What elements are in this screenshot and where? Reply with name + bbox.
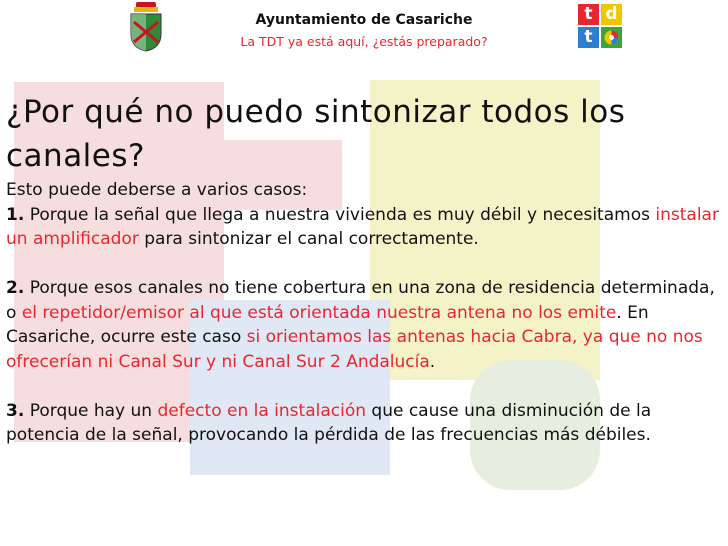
spacer <box>6 252 724 277</box>
case-2-highlight-b: si orientamos las antenas hacia Cabra, ya que no nos ofrecerían ni Canal Sur y ni Canal Sur 2 Andalucía <box>6 327 703 372</box>
case-3-text-a: Porque hay un <box>24 400 158 421</box>
case-2-text-a: Porque esos canales no tiene cobertura en una zona de residencia determinada, o <box>6 278 715 323</box>
spacer <box>6 374 724 399</box>
case-2-number: 2. <box>6 278 25 298</box>
case-2 <box>6 276 724 374</box>
main-content <box>6 90 724 448</box>
tdt-logo <box>578 4 624 50</box>
case-2-highlight-a: el repetidor/emisor al que está orientada nuestra antena no los emite <box>21 302 617 323</box>
case-1-number: 1. <box>6 204 25 225</box>
header-subtitle: La TDT ya está aquí, ¿estás preparado? <box>240 34 488 49</box>
case-3-text-b: que cause una disminución de la potencia de la señal, provocando la pérdida de las frecuencias más débiles. <box>6 400 652 445</box>
logo-tile-d: d <box>601 4 622 25</box>
case-1 <box>6 203 724 252</box>
logo-tile-t: t <box>578 4 599 25</box>
logo-color-wheel-icon <box>601 27 622 48</box>
case-2-text-b: . En Casariche, ocurre este caso <box>6 302 649 347</box>
case-1-text-b: para sintonizar el canal correctamente. <box>138 229 479 249</box>
header-title: Ayuntamiento de Casariche <box>255 12 473 28</box>
case-2-text-c: . <box>429 351 436 372</box>
page-title: ¿Por qué no puedo sintonizar todos los canales? <box>6 94 626 174</box>
logo-tile-t2: t <box>578 27 599 48</box>
case-1-highlight: instalar un amplificador <box>6 204 719 249</box>
case-1-text-a: Porque la señal que llega a nuestra vivienda es muy débil y necesitamos <box>24 204 656 225</box>
intro-text: Esto puede deberse a varios casos: <box>6 180 308 200</box>
case-3-highlight: defecto en la instalación <box>157 400 366 421</box>
case-3-number: 3. <box>6 400 25 421</box>
case-3 <box>6 399 724 448</box>
